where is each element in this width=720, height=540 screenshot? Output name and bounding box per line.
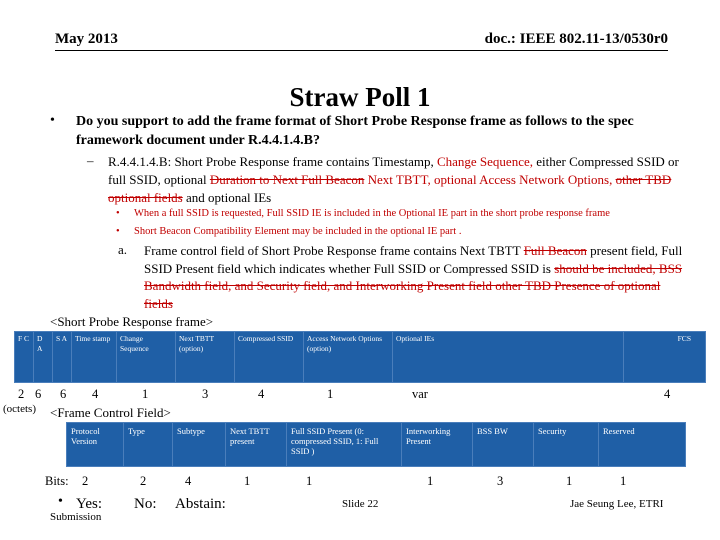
level2-p2: Change Sequence, (436, 154, 533, 169)
bits-label: Bits: (45, 474, 69, 488)
item-a-text (144, 242, 689, 312)
level2-p7: other TBD optional fields (108, 172, 672, 205)
level2-p1: R.4.4.1.4.B: Short Probe Response frame contains Timestamp, (108, 154, 434, 169)
frame-size: 3 (202, 387, 209, 401)
fc-cell: Subtype (173, 423, 226, 467)
vote-abstain: Abstain: (175, 496, 226, 512)
item-a-t3: present field, Full SSID Present field which indicates whether Full SSID or Compressed SSID is (144, 243, 683, 276)
frame-size: 4 (664, 387, 671, 401)
octets-label: (octets) (3, 403, 36, 415)
item-a-t2: Full Beacon (523, 243, 587, 258)
footer-slide-number: Slide 22 (342, 498, 379, 510)
frame-cell: Access Network Options (option) (304, 332, 393, 383)
fc-cell: Next TBTT present (226, 423, 287, 467)
frame-size: 4 (258, 387, 265, 401)
fc-bits: 3 (497, 474, 504, 488)
fc-bits: 1 (620, 474, 627, 488)
frame-cell: Optional IEs (393, 332, 624, 383)
level2-text (108, 153, 688, 207)
item-a-t1: Frame control field of Short Probe Response frame contains Next TBTT (144, 243, 521, 258)
fc-cell: BSS BW (473, 423, 534, 467)
frame-cell: Next TBTT (option) (176, 332, 235, 383)
level3-text-2: Short Beacon Compatibility Element may be included in the optional IE part . (134, 226, 462, 237)
fc-cell: Security (534, 423, 599, 467)
level2-p6: optional Access Network Options, (433, 172, 613, 187)
level2-p5: Next TBTT, (367, 172, 431, 187)
fc-bits: 1 (244, 474, 251, 488)
header-rule (55, 50, 668, 51)
fc-bits: 2 (140, 474, 147, 488)
frame-cell: Compressed SSID (235, 332, 304, 383)
frame-cell: FCS (624, 332, 706, 383)
header-date: May 2013 (55, 31, 118, 47)
fc-cell: Interworking Present (402, 423, 473, 467)
level3-text-1: When a full SSID is requested, Full SSID IE is included in the Optional IE part in the short probe response frame (134, 208, 610, 219)
fc-bits: 1 (306, 474, 313, 488)
vote-yes: Yes: (76, 496, 102, 512)
level2-p8: and optional IEs (186, 190, 272, 205)
fc-bits: 1 (566, 474, 573, 488)
level2-dash: – (87, 153, 94, 168)
fc-label: <Frame Control Field> (50, 405, 171, 420)
frame-size: var (412, 387, 428, 401)
footer-author: Jae Seung Lee, ETRI (570, 498, 664, 510)
level2-p4: Duration to Next Full Beacon (209, 172, 365, 187)
level3-bullet-1: • (116, 208, 120, 219)
vote-bullet: • (58, 494, 63, 509)
frame-label: <Short Probe Response frame> (50, 314, 214, 329)
level3-bullet-2: • (116, 226, 120, 237)
fc-bits: 2 (82, 474, 89, 488)
frame-cell: Time stamp (72, 332, 117, 383)
fc-bits: 4 (185, 474, 192, 488)
frame-cell: D A (34, 332, 53, 383)
fc-cell: Type (124, 423, 173, 467)
frame-cell: S A (53, 332, 72, 383)
frame-control-table (66, 422, 686, 467)
fc-cell: Full SSID Present (0: compressed SSID, 1: Full SSID ) (287, 423, 402, 467)
frame-size: 6 (35, 387, 42, 401)
frame-size: 6 (60, 387, 67, 401)
header-doc-id: doc.: IEEE 802.11-13/0530r0 (484, 31, 668, 47)
fc-cell: Reserved (599, 423, 686, 467)
frame-size: 1 (327, 387, 334, 401)
item-a-t4: should be included, BSS Bandwidth field, and Security field, and Interworking Present field other TBD Presence of optional fields (144, 260, 683, 311)
vote-no: No: (134, 496, 157, 512)
slide-title: Straw Poll 1 (289, 82, 431, 112)
item-a-marker: a. (118, 242, 128, 257)
frame-size: 4 (92, 387, 99, 401)
footer-submission: Submission (50, 511, 102, 523)
frame-format-table (14, 331, 706, 383)
frame-size: 2 (18, 387, 25, 401)
question-bullet: • (50, 113, 55, 128)
frame-size: 1 (142, 387, 149, 401)
fc-bits: 1 (427, 474, 434, 488)
level2-p3: either Compressed SSID or full SSID, optional (108, 154, 679, 187)
question-text: Do you support to add the frame format of Short Probe Response frame as follows to the spec framework document under R.4.4.1.4.B? (76, 114, 634, 148)
frame-cell: F C (15, 332, 34, 383)
frame-cell: Change Sequence (117, 332, 176, 383)
fc-cell: Protocol Version (67, 423, 124, 467)
